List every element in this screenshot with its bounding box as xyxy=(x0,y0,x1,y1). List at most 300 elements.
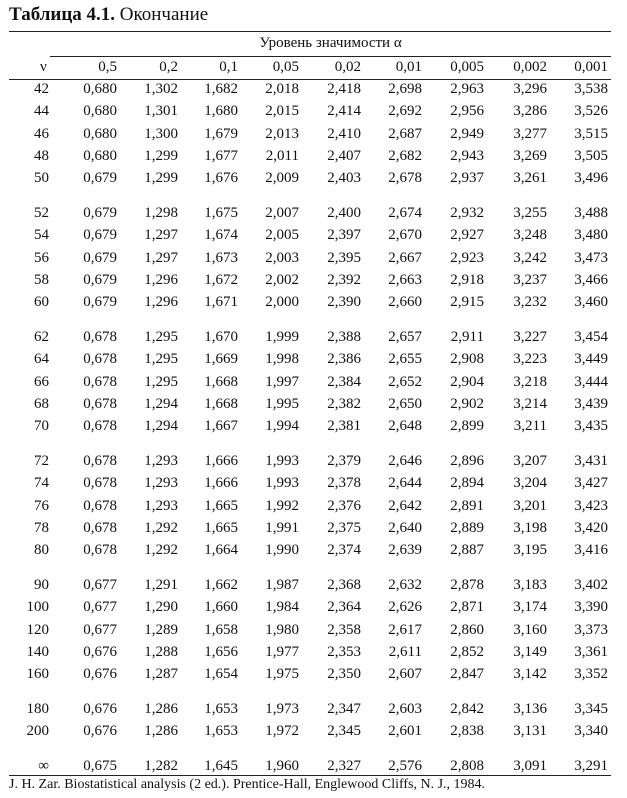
alpha-header-cell: 0,2 xyxy=(159,59,178,75)
table-title-suffix: Окончание xyxy=(115,4,209,25)
value-cell: 1,999 xyxy=(265,329,299,345)
value-cell: 3,211 xyxy=(513,418,547,435)
value-cell: 2,607 xyxy=(388,666,422,683)
value-cell: 0,678 xyxy=(83,329,117,345)
nu-cell: 58 xyxy=(34,271,49,288)
value-cell: 3,198 xyxy=(513,519,547,536)
value-cell: 0,677 xyxy=(83,621,117,638)
table-row xyxy=(0,520,627,542)
nu-cell: 140 xyxy=(26,643,49,660)
value-cell: 2,808 xyxy=(450,758,484,775)
value-cell: 2,410 xyxy=(327,125,361,142)
value-cell: 1,295 xyxy=(144,373,178,390)
value-cell: 0,678 xyxy=(83,519,117,536)
value-cell: 2,639 xyxy=(388,542,422,559)
value-cell: 2,644 xyxy=(388,475,422,492)
table-row xyxy=(0,622,627,644)
value-cell: 2,007 xyxy=(265,205,299,221)
value-cell: 2,887 xyxy=(450,542,484,559)
value-cell: 0,678 xyxy=(83,351,117,368)
value-cell: 1,997 xyxy=(265,373,299,390)
value-cell: 1,677 xyxy=(204,147,238,164)
table-row xyxy=(0,418,627,440)
value-cell: 3,515 xyxy=(574,125,608,142)
value-cell: 1,980 xyxy=(265,621,299,638)
value-cell: 2,400 xyxy=(327,205,361,221)
value-cell: 2,678 xyxy=(388,170,422,187)
value-cell: 2,386 xyxy=(327,351,361,368)
value-cell: 2,860 xyxy=(450,621,484,638)
value-cell: 2,390 xyxy=(327,294,361,311)
alpha-header-cell: 0,02 xyxy=(334,59,361,75)
value-cell: 3,431 xyxy=(574,453,608,469)
value-cell: 0,679 xyxy=(83,249,117,266)
value-cell: 0,676 xyxy=(83,666,117,683)
value-cell: 2,358 xyxy=(327,621,361,638)
value-cell: 2,379 xyxy=(327,453,361,469)
value-cell: 0,680 xyxy=(83,147,117,164)
table-row xyxy=(0,666,627,688)
value-cell: 3,420 xyxy=(574,519,608,536)
value-cell: 0,680 xyxy=(83,125,117,142)
value-cell: 3,248 xyxy=(513,227,547,244)
value-cell: 2,847 xyxy=(450,666,484,683)
value-cell: 1,282 xyxy=(144,758,178,775)
value-cell: 2,381 xyxy=(327,418,361,435)
value-cell: 1,665 xyxy=(204,519,238,536)
value-cell: 2,364 xyxy=(327,599,361,616)
value-cell: 1,299 xyxy=(144,147,178,164)
value-cell: 3,269 xyxy=(513,147,547,164)
value-cell: 0,679 xyxy=(83,205,117,221)
table-row xyxy=(0,205,627,227)
value-cell: 1,676 xyxy=(204,170,238,187)
value-cell: 3,352 xyxy=(574,666,608,683)
value-cell: 3,255 xyxy=(513,205,547,221)
value-cell: 2,603 xyxy=(388,701,422,717)
table-row xyxy=(0,126,627,148)
value-cell: 2,374 xyxy=(327,542,361,559)
value-cell: 2,896 xyxy=(450,453,484,469)
value-cell: 1,295 xyxy=(144,329,178,345)
table-row xyxy=(0,148,627,170)
value-cell: 1,995 xyxy=(265,395,299,412)
value-cell: 3,286 xyxy=(513,103,547,120)
value-cell: 1,302 xyxy=(144,81,178,97)
table-row xyxy=(0,701,627,723)
value-cell: 3,223 xyxy=(513,351,547,368)
significance-subrule xyxy=(50,56,611,57)
value-cell: 2,345 xyxy=(327,723,361,740)
value-cell: 0,678 xyxy=(83,395,117,412)
value-cell: 3,291 xyxy=(574,758,608,775)
value-cell: 2,663 xyxy=(388,271,422,288)
value-cell: 3,296 xyxy=(513,81,547,97)
value-cell: 2,904 xyxy=(450,373,484,390)
value-cell: 1,675 xyxy=(204,205,238,221)
value-cell: 2,403 xyxy=(327,170,361,187)
value-cell: 1,660 xyxy=(204,599,238,616)
value-cell: 2,923 xyxy=(450,249,484,266)
value-cell: 2,576 xyxy=(388,758,422,775)
nu-cell: 60 xyxy=(34,294,49,311)
alpha-header-cell: 0,002 xyxy=(513,59,547,75)
value-cell: 3,439 xyxy=(574,395,608,412)
value-cell: 3,149 xyxy=(513,643,547,660)
value-cell: 1,293 xyxy=(144,475,178,492)
value-cell: 2,657 xyxy=(388,329,422,345)
bottom-rule xyxy=(9,775,611,776)
value-cell: 2,949 xyxy=(450,125,484,142)
value-cell: 1,300 xyxy=(144,125,178,142)
nu-cell: ∞ xyxy=(38,758,49,775)
value-cell: 1,998 xyxy=(265,351,299,368)
nu-cell: 54 xyxy=(34,227,49,244)
value-cell: 3,131 xyxy=(513,723,547,740)
nu-cell: 100 xyxy=(26,599,49,616)
value-cell: 3,488 xyxy=(574,205,608,221)
value-cell: 3,183 xyxy=(513,577,547,593)
value-cell: 1,296 xyxy=(144,271,178,288)
top-rule xyxy=(9,31,611,32)
value-cell: 1,960 xyxy=(265,758,299,775)
value-cell: 3,277 xyxy=(513,125,547,142)
nu-cell: 78 xyxy=(34,519,49,536)
table-title xyxy=(9,4,208,26)
value-cell: 3,261 xyxy=(513,170,547,187)
value-cell: 2,911 xyxy=(450,329,484,345)
value-cell: 3,361 xyxy=(574,643,608,660)
significance-level-header: Уровень значимости α xyxy=(259,35,402,51)
value-cell: 3,526 xyxy=(574,103,608,120)
value-cell: 1,975 xyxy=(265,666,299,683)
value-cell: 2,915 xyxy=(450,294,484,311)
value-cell: 2,943 xyxy=(450,147,484,164)
value-cell: 2,601 xyxy=(388,723,422,740)
value-cell: 2,414 xyxy=(327,103,361,120)
value-cell: 2,652 xyxy=(388,373,422,390)
value-cell: 2,852 xyxy=(450,643,484,660)
value-cell: 3,473 xyxy=(574,249,608,266)
value-cell: 0,679 xyxy=(83,294,117,311)
value-cell: 1,994 xyxy=(265,418,299,435)
nu-cell: 90 xyxy=(34,577,49,593)
value-cell: 1,993 xyxy=(265,453,299,469)
nu-cell: 56 xyxy=(34,249,49,266)
value-cell: 1,666 xyxy=(204,453,238,469)
header-rule xyxy=(9,79,611,80)
value-cell: 2,013 xyxy=(265,125,299,142)
value-cell: 1,293 xyxy=(144,453,178,469)
value-cell: 0,678 xyxy=(83,542,117,559)
table-row xyxy=(0,498,627,520)
value-cell: 2,376 xyxy=(327,497,361,514)
nu-cell: 74 xyxy=(34,475,49,492)
table-row xyxy=(0,250,627,272)
value-cell: 1,287 xyxy=(144,666,178,683)
value-cell: 3,214 xyxy=(513,395,547,412)
value-cell: 1,669 xyxy=(204,351,238,368)
value-cell: 1,291 xyxy=(144,577,178,593)
value-cell: 2,682 xyxy=(388,147,422,164)
value-cell: 3,416 xyxy=(574,542,608,559)
value-cell: 2,005 xyxy=(265,227,299,244)
value-cell: 0,677 xyxy=(83,577,117,593)
value-cell: 2,655 xyxy=(388,351,422,368)
value-cell: 2,395 xyxy=(327,249,361,266)
value-cell: 2,397 xyxy=(327,227,361,244)
value-cell: 3,538 xyxy=(574,81,608,97)
value-cell: 2,327 xyxy=(327,758,361,775)
value-cell: 2,674 xyxy=(388,205,422,221)
alpha-header-cell: 0,05 xyxy=(272,59,299,75)
value-cell: 1,667 xyxy=(204,418,238,435)
value-cell: 2,660 xyxy=(388,294,422,311)
value-cell: 1,662 xyxy=(204,577,238,593)
value-cell: 2,908 xyxy=(450,351,484,368)
value-cell: 1,977 xyxy=(265,643,299,660)
value-cell: 1,666 xyxy=(204,475,238,492)
value-cell: 1,668 xyxy=(204,395,238,412)
value-cell: 1,668 xyxy=(204,373,238,390)
value-cell: 1,680 xyxy=(204,103,238,120)
value-cell: 2,894 xyxy=(450,475,484,492)
value-cell: 2,626 xyxy=(388,599,422,616)
value-cell: 2,667 xyxy=(388,249,422,266)
value-cell: 2,418 xyxy=(327,81,361,97)
value-cell: 1,990 xyxy=(265,542,299,559)
value-cell: 0,677 xyxy=(83,599,117,616)
alpha-header-cell: 0,001 xyxy=(574,59,608,75)
nu-cell: 64 xyxy=(34,351,49,368)
value-cell: 0,680 xyxy=(83,103,117,120)
value-cell: 3,201 xyxy=(513,497,547,514)
value-cell: 1,993 xyxy=(265,475,299,492)
value-cell: 0,675 xyxy=(83,758,117,775)
value-cell: 1,295 xyxy=(144,351,178,368)
value-cell: 1,286 xyxy=(144,723,178,740)
value-cell: 1,292 xyxy=(144,542,178,559)
value-cell: 3,423 xyxy=(574,497,608,514)
alpha-header-cell: 0,5 xyxy=(98,59,117,75)
value-cell: 3,435 xyxy=(574,418,608,435)
value-cell: 1,301 xyxy=(144,103,178,120)
value-cell: 2,000 xyxy=(265,294,299,311)
nu-cell: 68 xyxy=(34,395,49,412)
nu-cell: 48 xyxy=(34,147,49,164)
value-cell: 2,015 xyxy=(265,103,299,120)
table-row xyxy=(0,723,627,745)
value-cell: 2,642 xyxy=(388,497,422,514)
value-cell: 2,891 xyxy=(450,497,484,514)
value-cell: 3,136 xyxy=(513,701,547,717)
value-cell: 3,427 xyxy=(574,475,608,492)
table-row xyxy=(0,396,627,418)
value-cell: 1,671 xyxy=(204,294,238,311)
table-row xyxy=(0,453,627,475)
source-citation: J. H. Zar. Biostatistical analysis (2 ed.). Prentice-Hall, Englewood Cliffs, N. J., 1984. xyxy=(9,777,486,792)
value-cell: 1,299 xyxy=(144,170,178,187)
value-cell: 0,678 xyxy=(83,475,117,492)
value-cell: 1,286 xyxy=(144,701,178,717)
table-row xyxy=(0,227,627,249)
value-cell: 3,091 xyxy=(513,758,547,775)
value-cell: 2,692 xyxy=(388,103,422,120)
value-cell: 3,227 xyxy=(513,329,547,345)
value-cell: 3,232 xyxy=(513,294,547,311)
value-cell: 2,375 xyxy=(327,519,361,536)
value-cell: 1,288 xyxy=(144,643,178,660)
value-cell: 2,011 xyxy=(265,147,299,164)
table-row xyxy=(0,577,627,599)
value-cell: 1,973 xyxy=(265,701,299,717)
alpha-header-cell: 0,005 xyxy=(450,59,484,75)
value-cell: 2,002 xyxy=(265,271,299,288)
value-cell: 3,390 xyxy=(574,599,608,616)
value-cell: 3,237 xyxy=(513,271,547,288)
value-cell: 0,676 xyxy=(83,723,117,740)
value-cell: 1,665 xyxy=(204,497,238,514)
value-cell: 3,204 xyxy=(513,475,547,492)
value-cell: 1,672 xyxy=(204,271,238,288)
value-cell: 3,242 xyxy=(513,249,547,266)
value-cell: 2,687 xyxy=(388,125,422,142)
nu-cell: 180 xyxy=(26,701,49,717)
value-cell: 0,678 xyxy=(83,418,117,435)
value-cell: 1,297 xyxy=(144,249,178,266)
value-cell: 2,956 xyxy=(450,103,484,120)
value-cell: 2,353 xyxy=(327,643,361,660)
value-cell: 3,207 xyxy=(513,453,547,469)
nu-cell: 80 xyxy=(34,542,49,559)
value-cell: 3,460 xyxy=(574,294,608,311)
value-cell: 3,505 xyxy=(574,147,608,164)
value-cell: 3,174 xyxy=(513,599,547,616)
table-row xyxy=(0,374,627,396)
value-cell: 2,617 xyxy=(388,621,422,638)
value-cell: 2,899 xyxy=(450,418,484,435)
value-cell: 1,297 xyxy=(144,227,178,244)
value-cell: 2,918 xyxy=(450,271,484,288)
value-cell: 2,382 xyxy=(327,395,361,412)
value-cell: 2,838 xyxy=(450,723,484,740)
alpha-header-cell: 0,1 xyxy=(219,59,238,75)
value-cell: 2,927 xyxy=(450,227,484,244)
value-cell: 2,670 xyxy=(388,227,422,244)
nu-cell: 42 xyxy=(34,81,49,97)
value-cell: 1,670 xyxy=(204,329,238,345)
value-cell: 0,679 xyxy=(83,271,117,288)
value-cell: 1,984 xyxy=(265,599,299,616)
value-cell: 3,454 xyxy=(574,329,608,345)
value-cell: 1,987 xyxy=(265,577,299,593)
value-cell: 1,991 xyxy=(265,519,299,536)
value-cell: 2,871 xyxy=(450,599,484,616)
table-row xyxy=(0,103,627,125)
nu-cell: 52 xyxy=(34,205,49,221)
value-cell: 2,368 xyxy=(327,577,361,593)
value-cell: 1,294 xyxy=(144,418,178,435)
value-cell: 2,388 xyxy=(327,329,361,345)
value-cell: 3,142 xyxy=(513,666,547,683)
value-cell: 1,653 xyxy=(204,701,238,717)
table-row xyxy=(0,329,627,351)
value-cell: 3,160 xyxy=(513,621,547,638)
nu-cell: 46 xyxy=(34,125,49,142)
value-cell: 1,656 xyxy=(204,643,238,660)
value-cell: 1,673 xyxy=(204,249,238,266)
value-cell: 0,678 xyxy=(83,373,117,390)
value-cell: 2,698 xyxy=(388,81,422,97)
value-cell: 2,842 xyxy=(450,701,484,717)
value-cell: 1,658 xyxy=(204,621,238,638)
table-row xyxy=(0,81,627,103)
table-row xyxy=(0,170,627,192)
nu-column-header: ν xyxy=(40,59,47,75)
value-cell: 2,932 xyxy=(450,205,484,221)
value-cell: 2,640 xyxy=(388,519,422,536)
value-cell: 3,340 xyxy=(574,723,608,740)
value-cell: 2,937 xyxy=(450,170,484,187)
value-cell: 0,680 xyxy=(83,81,117,97)
value-cell: 3,444 xyxy=(574,373,608,390)
value-cell: 0,676 xyxy=(83,701,117,717)
value-cell: 3,466 xyxy=(574,271,608,288)
value-cell: 1,296 xyxy=(144,294,178,311)
value-cell: 3,218 xyxy=(513,373,547,390)
nu-cell: 76 xyxy=(34,497,49,514)
value-cell: 1,682 xyxy=(204,81,238,97)
value-cell: 3,345 xyxy=(574,701,608,717)
value-cell: 3,195 xyxy=(513,542,547,559)
nu-cell: 50 xyxy=(34,170,49,187)
value-cell: 3,480 xyxy=(574,227,608,244)
value-cell: 1,664 xyxy=(204,542,238,559)
nu-cell: 160 xyxy=(26,666,49,683)
value-cell: 1,289 xyxy=(144,621,178,638)
value-cell: 1,292 xyxy=(144,519,178,536)
value-cell: 2,009 xyxy=(265,170,299,187)
value-cell: 0,679 xyxy=(83,227,117,244)
value-cell: 1,972 xyxy=(265,723,299,740)
value-cell: 2,878 xyxy=(450,577,484,593)
value-cell: 2,889 xyxy=(450,519,484,536)
value-cell: 2,003 xyxy=(265,249,299,266)
table-row xyxy=(0,542,627,564)
value-cell: 2,350 xyxy=(327,666,361,683)
value-cell: 1,653 xyxy=(204,723,238,740)
value-cell: 1,294 xyxy=(144,395,178,412)
value-cell: 2,902 xyxy=(450,395,484,412)
value-cell: 0,676 xyxy=(83,643,117,660)
nu-cell: 70 xyxy=(34,418,49,435)
value-cell: 1,674 xyxy=(204,227,238,244)
value-cell: 0,678 xyxy=(83,497,117,514)
value-cell: 3,449 xyxy=(574,351,608,368)
value-cell: 2,378 xyxy=(327,475,361,492)
value-cell: 1,645 xyxy=(204,758,238,775)
value-cell: 1,290 xyxy=(144,599,178,616)
value-cell: 2,650 xyxy=(388,395,422,412)
nu-cell: 120 xyxy=(26,621,49,638)
value-cell: 1,992 xyxy=(265,497,299,514)
nu-cell: 44 xyxy=(34,103,49,120)
value-cell: 2,407 xyxy=(327,147,361,164)
table-row xyxy=(0,599,627,621)
nu-cell: 200 xyxy=(26,723,49,740)
nu-cell: 66 xyxy=(34,373,49,390)
value-cell: 2,384 xyxy=(327,373,361,390)
